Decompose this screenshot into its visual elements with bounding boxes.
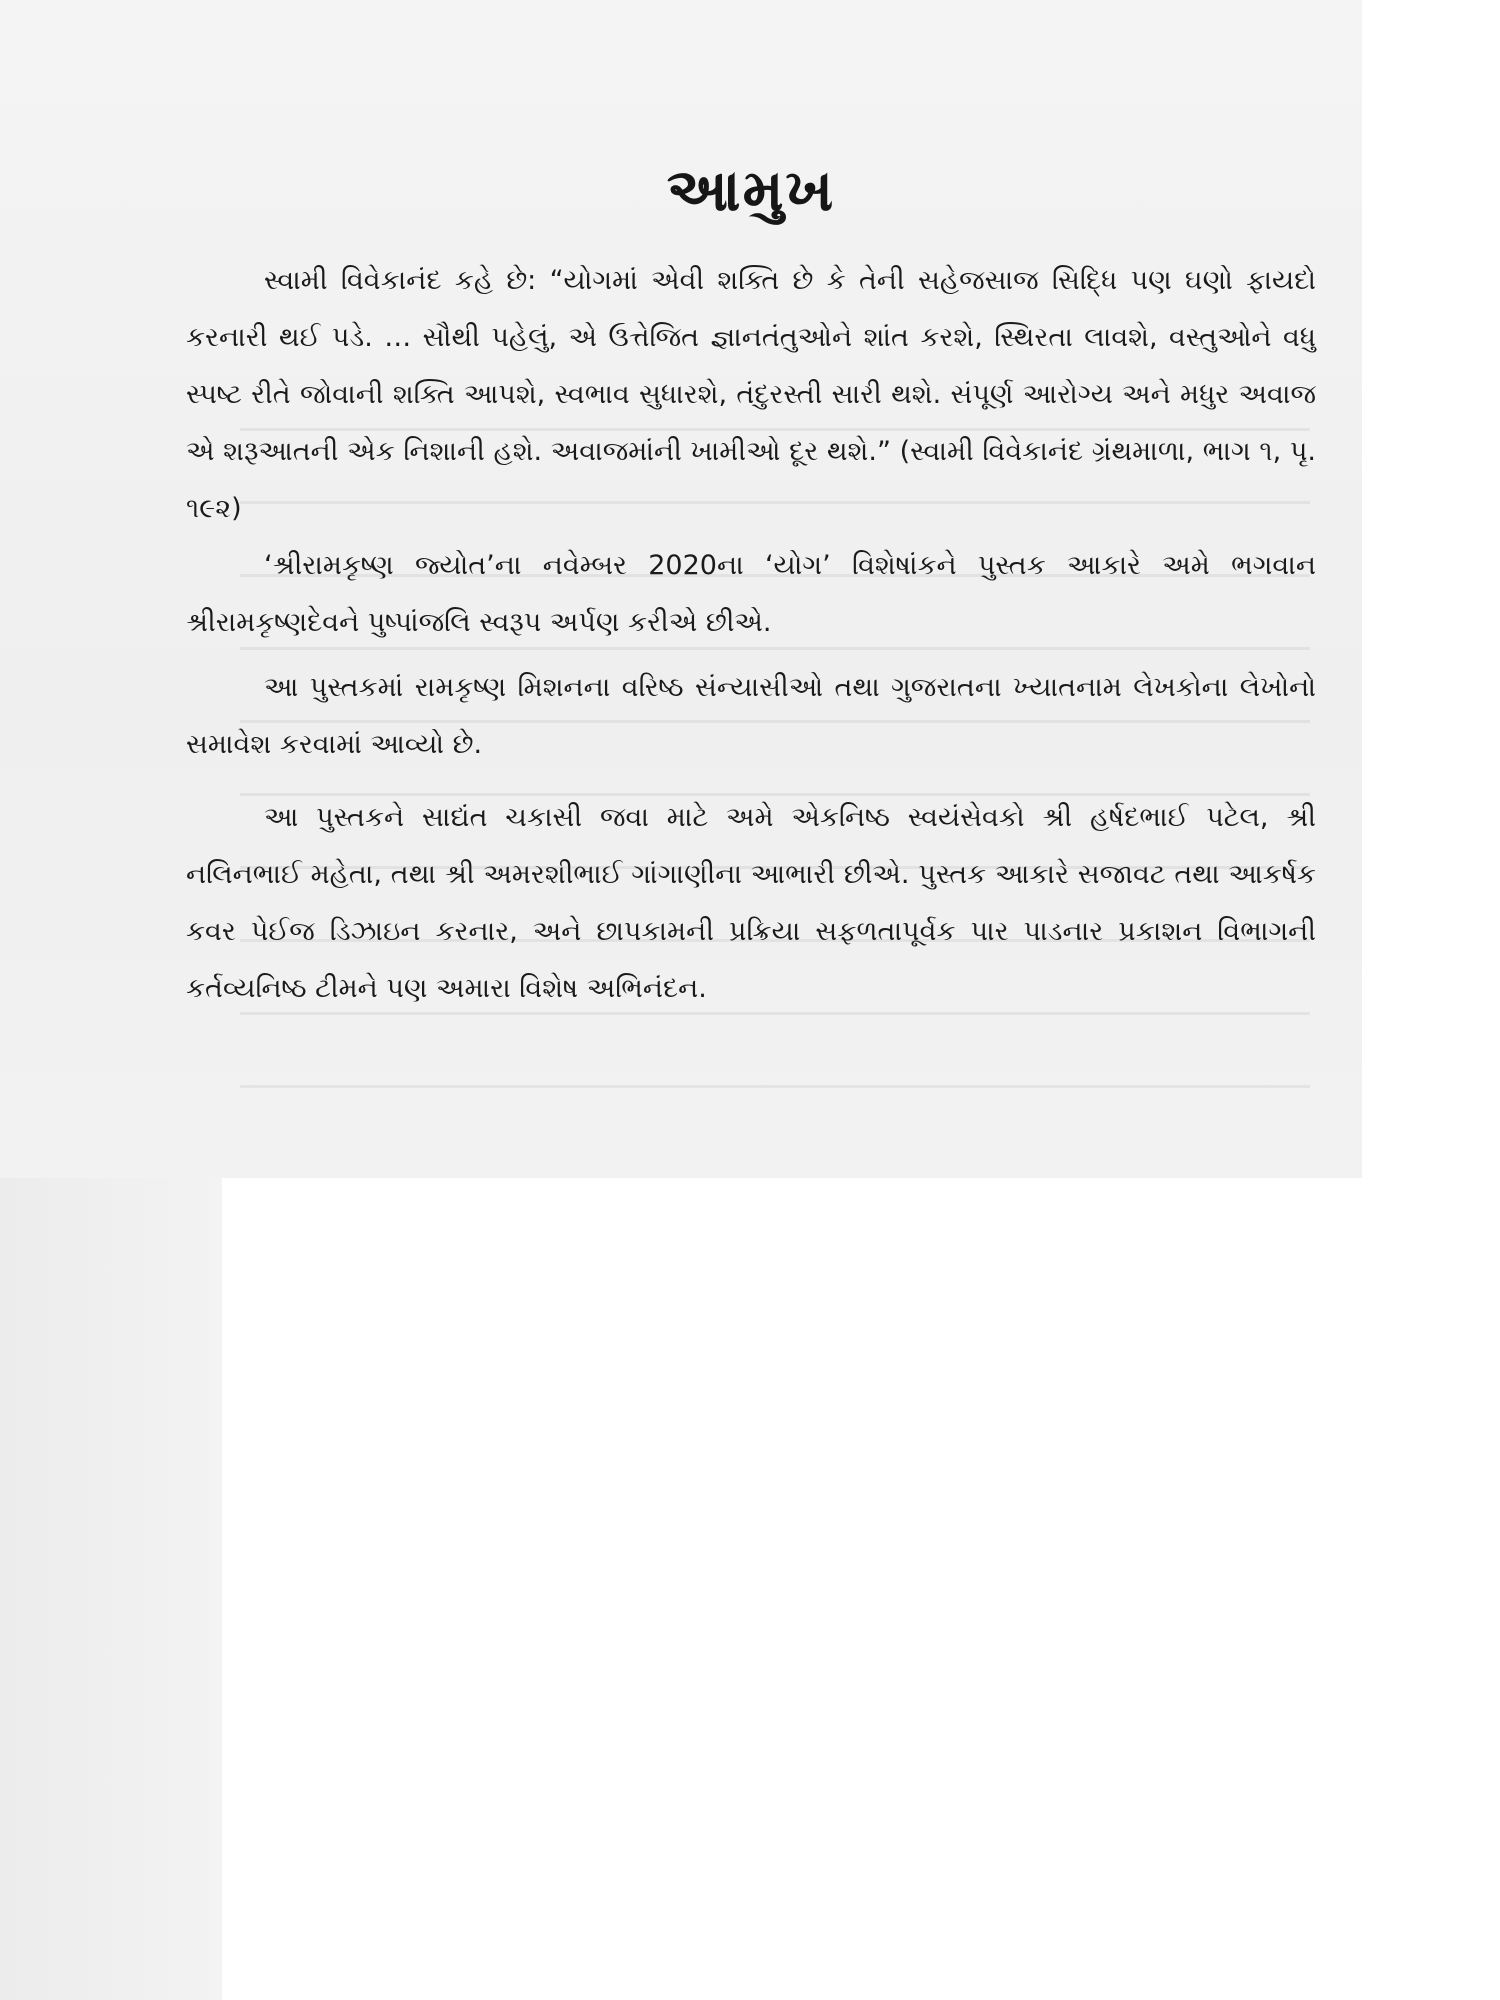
foreword-content xyxy=(186,150,1316,1017)
paragraph-vivekananda-quote: સ્વામી વિવેકાનંદ કહે છે: “યોગમાં એવી શક્તિ છે કે તેની સહેજસાજ સિદ્ધિ પણ ઘણો ફાયદો કરનારી થઈ પડે. … સૌથી પહેલું, એ ઉત્તેજિત જ્ઞાનતંતુઓને શાંત કરશે, સ્થિરતા લાવશે, વસ્તુઓને વધુ સ્પષ્ટ રીતે જોવાની શક્તિ આપશે, સ્વભાવ સુધારશે, તંદુરસ્તી સારી થશે. સંપૂર્ણ આરોગ્ય અને મધુર અવાજ એ શરૂઆતની એક નિશાની હશે. અવાજમાંની ખામીઓ દૂર થશે.” (સ્વામી વિવેકાનંદ ગ્રંથમાળા, ભાગ ૧, પૃ. ૧૯૨) xyxy=(186,265,1316,524)
paragraph-dedication: ‘શ્રીરામકૃષ્ણ જ્યોત’ના નવેમ્બર 2020ના ‘યોગ’ વિશેષાંકને પુસ્તક આકારે અમે ભગવાન શ્રીરામકૃષ્ણદેવને પુષ્પાંજલિ સ્વરૂપ અર્પણ કરીએ છીએ. xyxy=(186,550,1316,638)
paragraph-contents: આ પુસ્તકમાં રામકૃષ્ણ મિશનના વરિષ્ઠ સંન્યાસીઓ તથા ગુજરાતના ખ્યાતનામ લેખકોના લેખોનો સમાવેશ કરવામાં આવ્યો છે. xyxy=(186,672,1316,760)
scanner-edge xyxy=(0,1178,222,2000)
paragraph-acknowledgements: આ પુસ્તકને સાદ્યંત ચકાસી જવા માટે અમે એકનિષ્ઠ સ્વયંસેવકો શ્રી હર્ષદભાઈ પટેલ, શ્રી નલિનભાઈ મહેતા, તથા શ્રી અમરશીભાઈ ગાંગાણીના આભારી છીએ. પુસ્તક આકારે સજાવટ તથા આકર્ષક કવર પેઈજ ડિઝાઇન કરનાર, અને છાપકામની પ્રક્રિયા સફળતાપૂર્વક પાર પાડનાર પ્રકાશન વિભાગની કર્તવ્યનિષ્ઠ ટીમને પણ અમારા વિશેષ અભિનંદન. xyxy=(186,802,1316,1004)
page-title: આમુખ xyxy=(666,156,836,224)
